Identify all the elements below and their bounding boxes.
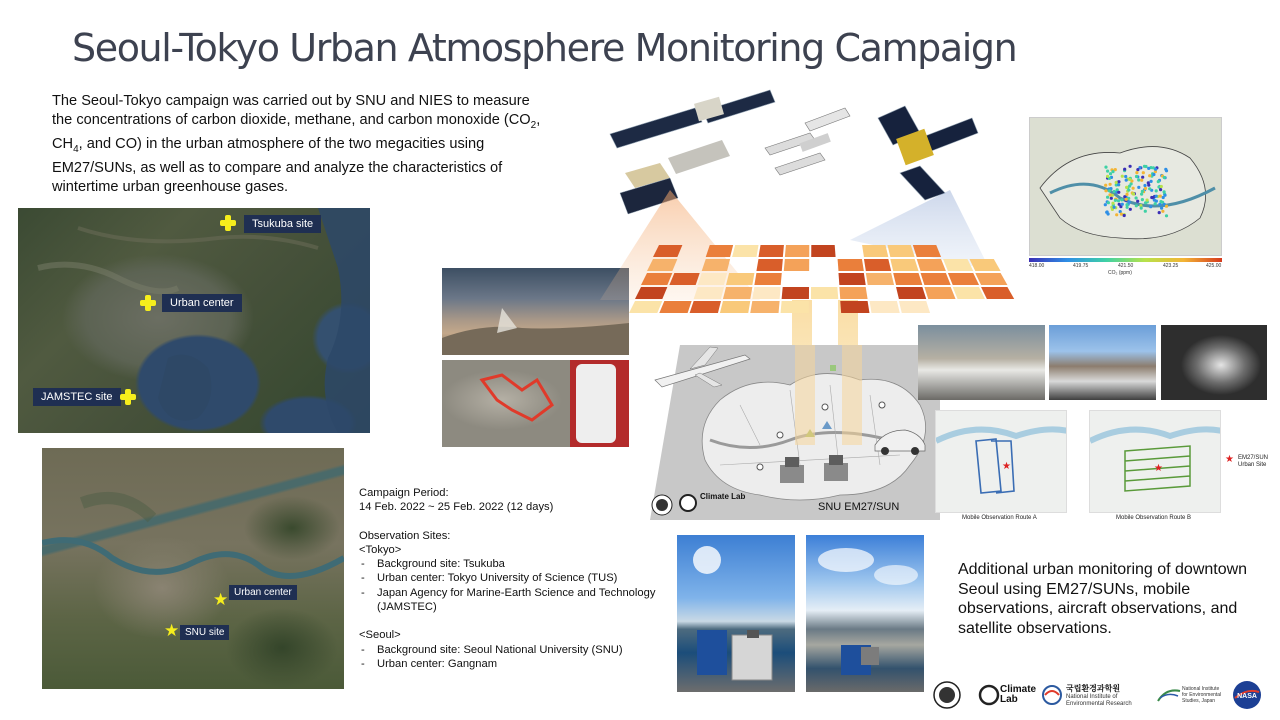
co2-dot [1159, 200, 1162, 203]
urban-center-marker-icon [140, 295, 156, 311]
route-a-label: Mobile Observation Route A [962, 515, 1037, 521]
flight-route-photo [442, 360, 629, 447]
climate-lab-logo-icon [978, 683, 1000, 707]
co2-dot [1160, 185, 1163, 188]
co2-dot [1157, 180, 1160, 183]
co2-dot [1129, 208, 1132, 211]
co2-dot [1135, 175, 1138, 178]
co2-dot [1144, 187, 1147, 190]
climate-lab-logo-text: Climate Lab [1000, 684, 1037, 705]
co2-dot [1121, 203, 1124, 206]
co2-dot [1109, 172, 1112, 175]
seoul-satellite-map [42, 448, 344, 689]
co2-concentration-map [1029, 117, 1222, 256]
co2-dot [1137, 186, 1140, 189]
co2-dot [1107, 201, 1110, 204]
heat-grid-cell [698, 273, 727, 285]
heat-grid-cell [981, 287, 1014, 299]
heat-grid-cell [839, 287, 867, 299]
tokyo-site-item: - Background site: Tsukuba [359, 557, 689, 571]
heat-grid-cell [669, 273, 699, 285]
heat-grid-cell [635, 287, 667, 299]
co2-dot [1140, 179, 1143, 182]
heat-grid-cell [899, 301, 930, 313]
co2-dot [1117, 199, 1120, 202]
co2-dot [1140, 207, 1143, 210]
urban-center-star-icon: ★ [213, 590, 229, 609]
legend-star-icon: ★ [1225, 454, 1234, 465]
co2-dot [1159, 195, 1162, 198]
partner-logos [932, 678, 1272, 712]
co2-dot [1106, 170, 1109, 173]
co2-dot [1127, 188, 1130, 191]
heat-grid-cell [840, 301, 869, 313]
heat-grid-cell [866, 273, 894, 285]
co2-dot [1129, 165, 1132, 168]
heat-grid-cell [641, 273, 672, 285]
seoul-site-item: - Background site: Seoul National University (SNU) [359, 643, 689, 657]
co2-dot [1148, 174, 1151, 177]
intro-paragraph [52, 92, 552, 197]
co2-dot [1104, 184, 1107, 187]
tsukuba-marker-icon [220, 215, 236, 231]
heat-grid-cell [706, 245, 733, 257]
in-car-instrument-photo [1161, 325, 1267, 400]
nier-logo-icon [1042, 685, 1062, 705]
intro-text-3: , and CO) in the urban atmosphere of the two megacities using EM27/SUNs, as well as to compare and analyze the characteristics of wintertime urban greenhouse gases. [52, 135, 503, 195]
seoul-urban-center-label: Urban center [229, 585, 297, 600]
co2-dot [1104, 189, 1107, 192]
co2-dot [1118, 203, 1121, 206]
nies-logo-text: National Institute for Environmental Studies, Japan [1182, 686, 1222, 704]
concentration-heat-grid [628, 244, 1022, 314]
co2-dot [1132, 187, 1135, 190]
co2-dot [1120, 213, 1123, 216]
campaign-period-heading: Campaign Period: [359, 487, 449, 499]
tokyo-site-item: - Urban center: Tokyo University of Science (TUS) [359, 571, 689, 585]
route-a-map [935, 410, 1067, 513]
co2-dot [1152, 173, 1155, 176]
co2-dot [1160, 207, 1163, 210]
heat-grid-cell [754, 273, 781, 285]
co2-dot [1137, 178, 1140, 181]
climate-lab-text: Climate Lab [700, 492, 746, 501]
co2-dot [1159, 188, 1162, 191]
snu-logo-icon [932, 680, 962, 710]
colorbar-tick: 423.25 [1163, 263, 1179, 269]
nasa-logo-icon [1232, 680, 1262, 710]
co2-dot [1125, 198, 1128, 201]
route-b-label: Mobile Observation Route B [1116, 515, 1192, 521]
co2-dot [1147, 167, 1150, 170]
heat-grid-cell [862, 245, 888, 257]
co2-dot [1108, 193, 1111, 196]
co2-dot [1155, 195, 1158, 198]
additional-monitoring-text: Additional urban monitoring of downtown Seoul using EM27/SUNs, mobile observations, aircraft observations, and satellite observations. [958, 561, 1248, 637]
co2-dot [1125, 193, 1128, 196]
co2-dot [1158, 203, 1161, 206]
co2-dot [1147, 184, 1150, 187]
heat-grid-cell [913, 245, 941, 257]
co2-dot [1146, 199, 1149, 202]
heat-grid-cell [924, 287, 955, 299]
han-river-path [42, 448, 344, 689]
route-a-star-icon: ★ [1002, 461, 1011, 472]
co2-dot [1121, 175, 1124, 178]
nier-english-name: National Institute of Environmental Research [1066, 693, 1132, 707]
mobile-car-photo [1049, 325, 1156, 400]
seoul-district-map [650, 345, 940, 520]
heat-grid-cell [785, 245, 809, 257]
co2-dot [1111, 202, 1114, 205]
co2-dot [1154, 202, 1157, 205]
heat-grid-cell [750, 301, 779, 313]
rooftop-2-graphic [806, 535, 924, 692]
co2-dot [1150, 180, 1153, 183]
colorbar-unit: CO₂ (ppm) [1108, 270, 1132, 276]
co2-dot [1120, 198, 1123, 201]
heat-grid-cell [690, 301, 721, 313]
seoul-heading: <Seoul> [359, 629, 401, 642]
co2-dot [1109, 183, 1112, 186]
route-b-star-icon: ★ [1154, 463, 1163, 474]
co2-map-graphic [1030, 118, 1222, 256]
nier-korean-name: 국립환경과학원 [1066, 683, 1121, 693]
intro-text-1: The Seoul-Tokyo campaign was carried out by SNU and NIES to measure the concentrations of carbon dioxide, methane, and carbon monoxide (CO [52, 93, 531, 128]
tsukuba-site-label: Tsukuba site [244, 215, 321, 233]
co2-dot [1144, 210, 1147, 213]
mobile-van-photo [918, 325, 1045, 400]
route-legend-label: EM27/SUN Urban Site [1238, 455, 1269, 468]
heat-grid-cell [838, 259, 864, 271]
co2-dot [1142, 171, 1145, 174]
co2-dot [1106, 175, 1109, 178]
rooftop-em27-photo-2 [806, 535, 924, 692]
heat-grid-cell [647, 259, 677, 271]
heat-grid-cell [921, 273, 951, 285]
snu-logo-icon [652, 495, 672, 515]
co2-dot [1158, 211, 1161, 214]
co2-dot [1115, 213, 1118, 216]
colorbar-tick: 425.00 [1206, 263, 1222, 269]
heat-grid-cell [948, 273, 979, 285]
co2-dot [1125, 186, 1128, 189]
heat-grid-cell [870, 301, 900, 313]
climate-lab-logo-icon [680, 495, 696, 511]
nasa-logo-text: NASA [1237, 693, 1257, 700]
co2-dot [1104, 166, 1107, 169]
heat-grid-cell [781, 301, 809, 313]
jamstec-site-label: JAMSTEC site [33, 388, 121, 406]
tokyo-site-item: - Japan Agency for Marine-Earth Science and Technology (JAMSTEC) [359, 586, 689, 615]
intro-text-2: , CH [52, 112, 541, 152]
co2-dot [1113, 190, 1116, 193]
heat-grid-cell [653, 245, 682, 257]
tokyo-satellite-map [18, 208, 370, 433]
route-a-graphic [936, 411, 1067, 513]
colorbar-tick: 418.00 [1029, 263, 1045, 269]
co2-dot [1105, 211, 1108, 214]
heat-grid-cell [659, 301, 691, 313]
co2-colorbar [1029, 258, 1222, 262]
co2-dot [1143, 184, 1146, 187]
co2-dot [1115, 181, 1118, 184]
co2-dot [1125, 179, 1128, 182]
heat-grid-cell [896, 287, 926, 299]
heat-grid-cell [720, 301, 750, 313]
heat-grid-cell [838, 273, 865, 285]
co2-dot [1154, 168, 1157, 171]
campaign-info [359, 486, 689, 671]
heat-grid-cell [953, 287, 985, 299]
co2-dot [1163, 176, 1166, 179]
heat-grid-cell [917, 259, 946, 271]
snu-em27-label: SNU EM27/SUN [818, 501, 900, 513]
heat-grid-cell [782, 287, 809, 299]
heat-grid-cell [784, 259, 809, 271]
co2-dot [1123, 214, 1126, 217]
tokyo-heading: <Tokyo> [359, 543, 402, 556]
co2-dot [1165, 205, 1168, 208]
co2-dot [1113, 206, 1116, 209]
rooftop-1-graphic [677, 535, 795, 692]
campaign-period-value: 14 Feb. 2022 ~ 25 Feb. 2022 (12 days) [359, 501, 554, 514]
route-b-map [1089, 410, 1221, 513]
co2-dot [1123, 168, 1126, 171]
co2-dot [1155, 189, 1158, 192]
heat-grid-cell [811, 287, 838, 299]
co2-dot [1117, 180, 1120, 183]
co2-dot [1135, 204, 1138, 207]
co2-dot [1117, 183, 1120, 186]
co2-dot [1104, 203, 1107, 206]
heat-grid-cell [694, 287, 724, 299]
rooftop-em27-photo-1 [677, 535, 795, 692]
co2-dot [1136, 168, 1139, 171]
nies-logo-icon [1156, 686, 1182, 704]
heat-grid-cell [864, 259, 891, 271]
co2-dot [1114, 199, 1117, 202]
co2-dot [1165, 214, 1168, 217]
co2-dot [1141, 176, 1144, 179]
co2-dot [1161, 210, 1164, 213]
heat-grid-cell [887, 245, 914, 257]
colorbar-tick: 421.50 [1118, 263, 1134, 269]
heat-grid-cell [811, 245, 835, 257]
co2-dot [1135, 171, 1138, 174]
snu-site-star-icon: ★ [164, 621, 180, 640]
co2-dot [1135, 196, 1138, 199]
observation-sites-heading: Observation Sites: [359, 529, 451, 542]
jamstec-marker-icon [120, 389, 136, 405]
co2-dot [1128, 200, 1131, 203]
co2-dot [1163, 194, 1166, 197]
co2-dot [1111, 170, 1114, 173]
seoul-site-item: - Urban center: Gangnam [359, 657, 689, 671]
colorbar-tick: 419.75 [1073, 263, 1089, 269]
co2-dot [1110, 197, 1113, 200]
co2-dot [1132, 192, 1135, 195]
tokyo-urban-center-label: Urban center [162, 294, 242, 312]
heat-grid-cell [629, 301, 662, 313]
co2-dot [1106, 196, 1109, 199]
heat-grid-cell [702, 259, 730, 271]
co2-dot [1124, 175, 1127, 178]
heat-grid-cell [758, 245, 783, 257]
co2-dot [1125, 203, 1128, 206]
heat-grid-cell [726, 273, 754, 285]
co2-dot [1117, 191, 1120, 194]
flight-route-path [442, 360, 629, 447]
heat-grid-cell [723, 287, 752, 299]
heat-grid-cell [756, 259, 782, 271]
intro-sub-ch4: 4 [73, 143, 79, 155]
co2-dot [1148, 187, 1151, 190]
heat-grid-cell [752, 287, 780, 299]
co2-dot [1144, 165, 1147, 168]
co2-dot [1149, 205, 1152, 208]
heat-grid-cell [732, 245, 758, 257]
heat-grid-cell [975, 273, 1007, 285]
intro-sub-co2: 2 [530, 119, 537, 131]
co2-dot [1150, 196, 1153, 199]
co2-dot [1141, 190, 1144, 193]
co2-dot [1136, 200, 1139, 203]
co2-dot [1108, 189, 1111, 192]
snu-site-label: SNU site [180, 625, 229, 640]
heat-grid-cell [943, 259, 973, 271]
heat-grid-cell [890, 259, 918, 271]
route-b-graphic [1090, 411, 1221, 513]
co2-dot [1141, 198, 1144, 201]
nier-logo-text-block [1066, 683, 1150, 708]
page-title: Seoul-Tokyo Urban Atmosphere Monitoring Campaign [72, 26, 1017, 70]
co2-dot [1164, 168, 1167, 171]
heat-grid-cell [969, 259, 1000, 271]
heat-grid-cell [893, 273, 922, 285]
